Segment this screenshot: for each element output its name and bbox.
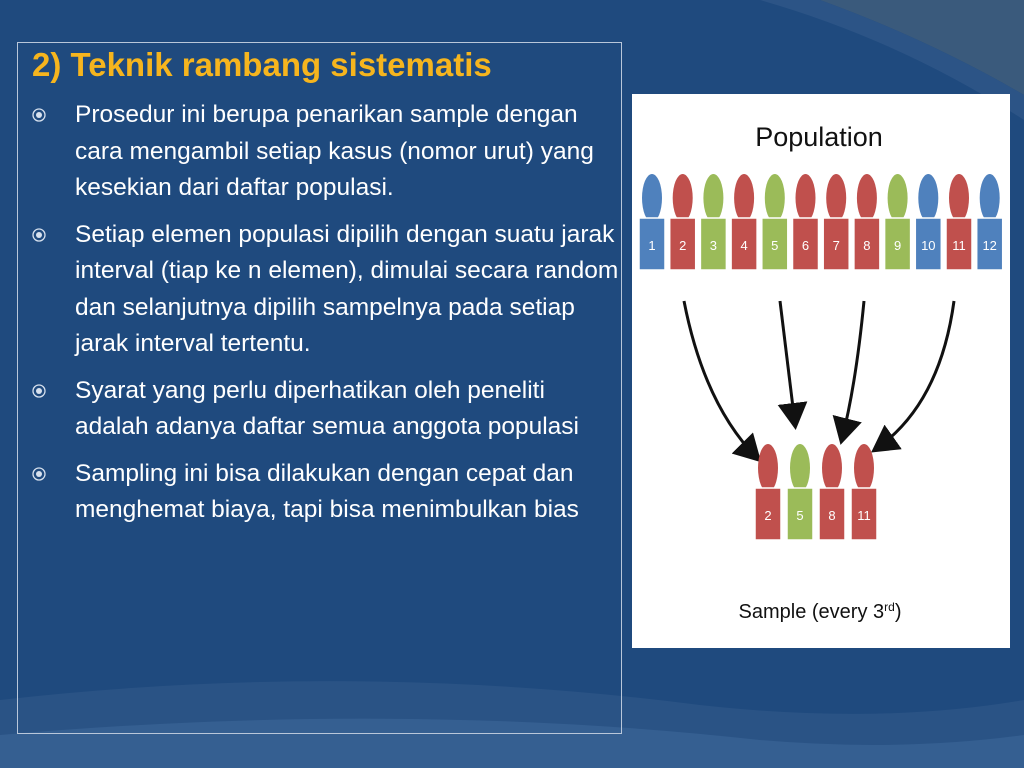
bullet-text: Setiap elemen populasi dipilih dengan suatu jarak interval (tiap ke n elemen), dimulai secara random dan selanjutnya dipilih sampelnya pada setiap jarak interval tertentu. [75,220,619,357]
population-item-marker [703,174,723,222]
sample-caption-main: Sample (every 3 [738,601,885,623]
bullet-item [30,217,620,363]
population-item-figure [700,174,726,270]
population-item-label: 6 [801,238,810,253]
population-item-marker [673,174,693,222]
bullet-text: Syarat yang perlu diperhatikan oleh peneliti adalah adanya daftar semua anggota populasi [75,376,579,440]
population-item-figure [793,174,819,270]
population-item-figure [977,174,1003,270]
population-row [639,174,1003,270]
selection-arrows [684,301,954,458]
sample-item-figure [819,444,845,540]
population-item-label: 9 [893,238,902,253]
bullet-item [30,373,620,446]
population-item-figure [854,174,880,270]
radio-bullet-icon [32,384,46,398]
population-item-marker [918,174,938,222]
sample-item-marker [758,444,778,492]
population-item-label: 5 [771,238,779,253]
population-item-marker [980,174,1000,222]
population-item-marker [642,174,662,222]
sample-caption [739,600,902,623]
diagram-canvas [632,94,1010,648]
population-item-marker [888,174,908,222]
bullet-list [30,97,620,539]
bullet-text: Sampling ini bisa dilakukan dengan cepat dan menghemat biaya, tapi bisa menimbulkan bias [75,459,579,523]
population-item-figure [885,174,911,270]
population-item-label: 7 [832,238,840,253]
bullet-text: Prosedur ini berupa penarikan sample dengan cara mengambil setiap kasus (nomor urut) yang kesekian dari daftar populasi. [75,101,594,201]
population-item-marker [857,174,877,222]
slide-title: 2) Teknik rambang sistematis [32,46,492,83]
radio-bullet-icon [32,467,46,481]
sample-item-figure [787,444,813,540]
population-item-figure [915,174,941,270]
population-item-label: 10 [921,238,936,253]
sample-item-marker [822,444,842,492]
arrow-8 [842,301,864,439]
population-item-label: 2 [679,238,687,253]
sample-row [755,444,877,540]
systematic-sampling-diagram [632,94,1010,648]
population-item-marker [796,174,816,222]
sample-item-figure [755,444,781,540]
population-item-figure [762,174,788,270]
sample-item-figure [851,444,877,540]
population-item-label: 3 [709,238,718,253]
arrow-5 [780,301,795,424]
sample-caption-superscript: rd [884,600,895,614]
sample-item-label: 11 [857,508,871,523]
sample-caption-end: ) [894,601,902,623]
population-item-label: 11 [952,238,966,253]
population-item-figure [731,174,757,270]
population-item-label: 12 [982,238,997,253]
sample-item-marker [790,444,810,492]
population-item-marker [949,174,969,222]
population-item-marker [765,174,785,222]
sample-item-label: 2 [764,508,772,523]
population-item-figure [946,174,972,270]
population-title: Population [755,122,883,152]
population-item-label: 4 [740,238,748,253]
arrow-2 [684,301,757,458]
population-item-label: 1 [648,238,656,253]
bullet-item [30,456,620,529]
population-item-marker [734,174,754,222]
radio-bullet-icon [32,228,46,242]
sample-item-label: 5 [796,508,804,523]
population-item-label: 8 [863,238,871,253]
sample-item-marker [854,444,874,492]
radio-bullet-icon [32,108,46,122]
population-item-figure [670,174,696,270]
arrow-11 [876,301,954,449]
bullet-item [30,97,620,207]
sample-item-label: 8 [828,508,836,523]
population-item-figure [823,174,849,270]
population-item-marker [826,174,846,222]
population-item-figure [639,174,665,270]
